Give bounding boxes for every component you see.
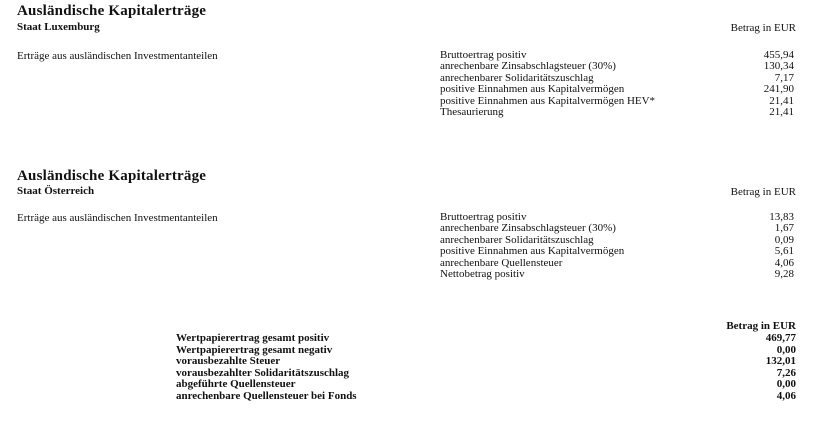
row-label: Bruttoertrag positiv <box>440 211 527 223</box>
row-value: 21,41 <box>769 105 794 118</box>
row-value: 7,17 <box>774 71 794 84</box>
row-label: positive Einnahmen aus Kapitalvermögen <box>440 83 625 96</box>
table-oesterreich <box>440 212 794 280</box>
table-row <box>440 269 794 280</box>
table-row <box>440 84 794 95</box>
amount-header-luxemburg: Betrag in EUR <box>730 22 796 34</box>
row-value: 0,09 <box>774 233 794 246</box>
summary-label: Wertpapierertrag gesamt negativ <box>176 343 333 356</box>
row-value: 21,41 <box>769 94 794 107</box>
row-label: Bruttoertrag positiv <box>440 49 527 61</box>
row-value: 130,34 <box>763 60 794 73</box>
summary-label: anrechenbare Quellensteuer bei Fonds <box>176 389 357 402</box>
summary-label: abgeführte Quellensteuer <box>176 378 296 391</box>
category-label-oesterreich: Erträge aus ausländischen Investmentanteilen <box>17 212 218 224</box>
category-label-luxemburg: Erträge aus ausländischen Investmentanteilen <box>17 50 218 62</box>
row-label: Nettobetrag positiv <box>440 267 525 280</box>
section-title-oesterreich: Ausländische Kapitalerträge <box>17 168 207 184</box>
row-label: Thesaurierung <box>440 105 504 118</box>
summary-amount-header: Betrag in EUR <box>726 320 796 332</box>
row-value: 241,90 <box>763 83 794 96</box>
row-value: 5,61 <box>774 245 794 258</box>
summary-value: 0,00 <box>776 343 796 356</box>
summary-label: vorausbezahlte Steuer <box>176 355 281 368</box>
summary-label: Wertpapierertrag gesamt positiv <box>176 332 330 344</box>
section-title-luxemburg: Ausländische Kapitalerträge <box>17 3 207 19</box>
section-subtitle-oesterreich: Staat Österreich <box>17 185 95 197</box>
row-label: positive Einnahmen aus Kapitalvermögen <box>440 245 625 258</box>
table-luxemburg <box>440 50 794 118</box>
summary-value: 4,06 <box>776 389 796 402</box>
row-label: anrechenbare Zinsabschlagsteuer (30%) <box>440 60 616 73</box>
row-label: anrechenbare Quellensteuer <box>440 256 563 269</box>
summary-value: 0,00 <box>776 378 796 391</box>
summary-value: 132,01 <box>765 355 796 368</box>
table-row <box>440 107 794 118</box>
row-label: anrechenbarer Solidaritätszuschlag <box>440 71 594 84</box>
row-value: 455,94 <box>763 49 794 61</box>
summary-value: 469,77 <box>765 332 796 344</box>
row-label: positive Einnahmen aus Kapitalvermögen HEV* <box>440 94 656 107</box>
table-row <box>440 246 794 257</box>
table-row <box>176 391 796 403</box>
row-label: anrechenbare Zinsabschlagsteuer (30%) <box>440 222 616 235</box>
row-label: anrechenbarer Solidaritätszuschlag <box>440 233 594 246</box>
row-value: 9,28 <box>774 267 794 280</box>
table-row <box>176 333 796 345</box>
row-value: 1,67 <box>774 222 794 235</box>
summary-value: 7,26 <box>776 366 796 379</box>
summary-label: vorausbezahlter Solidaritätszuschlag <box>176 366 350 379</box>
row-value: 13,83 <box>769 211 794 223</box>
summary-table <box>176 333 796 403</box>
section-subtitle-luxemburg: Staat Luxemburg <box>17 21 100 33</box>
amount-header-oesterreich: Betrag in EUR <box>730 186 796 198</box>
row-value: 4,06 <box>774 256 794 269</box>
